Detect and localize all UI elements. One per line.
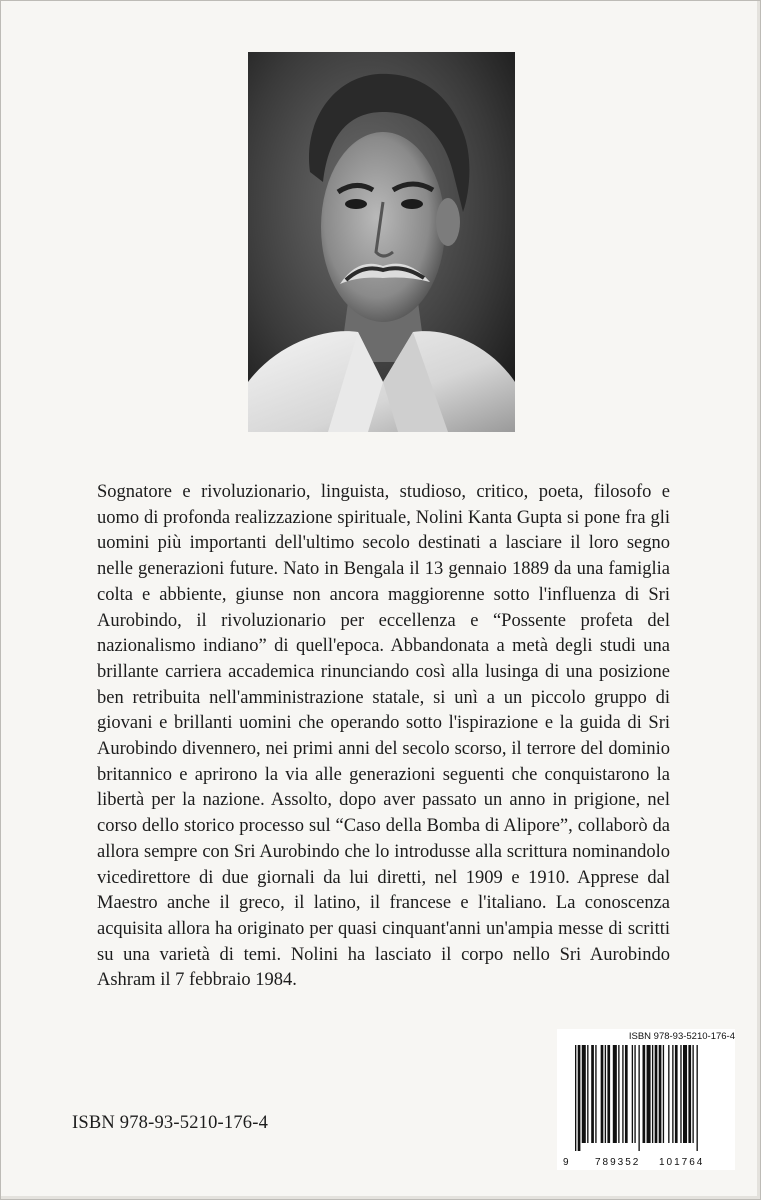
barcode-bar xyxy=(680,1045,681,1143)
barcode-bar xyxy=(613,1045,617,1143)
barcode xyxy=(557,1029,735,1170)
barcode-bar xyxy=(587,1045,588,1143)
barcode-bar xyxy=(595,1045,596,1143)
barcode-bar xyxy=(605,1045,606,1143)
barcode-digits-left: 789352 xyxy=(595,1157,641,1168)
barcode-isbn-label: ISBN 978-93-5210-176-4 xyxy=(628,1031,735,1042)
barcode-bar xyxy=(647,1045,651,1143)
barcode-bar xyxy=(575,1045,576,1151)
barcode-bar xyxy=(591,1045,594,1143)
barcode-bar xyxy=(697,1045,698,1151)
barcode-bar xyxy=(675,1045,678,1143)
barcode-bars xyxy=(557,1043,735,1170)
barcode-bar xyxy=(652,1045,653,1143)
barcode-bar xyxy=(688,1045,691,1143)
barcode-bar xyxy=(668,1045,669,1143)
isbn-footer: ISBN 978-93-5210-176-4 xyxy=(72,1113,269,1133)
barcode-bar xyxy=(632,1045,633,1143)
barcode-bar xyxy=(659,1045,662,1143)
barcode-bar xyxy=(601,1045,604,1143)
barcode-bar xyxy=(582,1045,586,1143)
barcode-bar xyxy=(663,1045,664,1143)
barcode-bar xyxy=(655,1045,658,1143)
barcode-bar xyxy=(638,1045,639,1151)
barcode-bar xyxy=(578,1045,581,1151)
barcode-bar xyxy=(672,1045,673,1143)
barcode-bar xyxy=(622,1045,623,1143)
barcode-bar xyxy=(634,1045,635,1143)
portrait-photo xyxy=(248,52,515,432)
barcode-digits-right: 101764 xyxy=(659,1157,705,1168)
barcode-bar xyxy=(607,1045,610,1143)
portrait-image xyxy=(248,52,515,432)
barcode-digit-first: 9 xyxy=(563,1157,569,1168)
barcode-bar xyxy=(618,1045,619,1143)
biography-text: Sognatore e rivoluzionario, linguista, studioso, critico, poeta, filosofo e uomo di profonda realizzazione spirituale, Nolini Kanta Gupta si pone fra gli uomini più importanti dell'ultimo secolo destinati a lasciare il loro segno nelle generazioni future. Nato in Bengala il 13 gennaio 1889 da una famiglia colta e abbiente, giunse non ancora maggiorenne sotto l'influenza di Sri Aurobindo, il rivoluzionario per eccellenza e “Possente profeta del nazionalismo indiano” di quell'epoca. Abbandonata a metà degli studi una brillante carriera accademica rinunciando così alla lusinga di una posizione ben retribuita nell'amministrazione statale, si unì a un piccolo gruppo di giovani e brillanti uomini che operando sotto l'ispirazione e la guida di Sri Aurobindo divennero, nei primi anni del secolo scorso, il terrore del dominio britannico e aprirono la via alle generazioni seguenti che conquistarono la libertà per la nazione. Assolto, dopo aver passato un anno in prigione, nel corso dello storico processo sul “Caso della Bomba di Alipore”, collaborò da allora sempre con Sri Aurobindo che lo introdusse alla scrittura nominandolo vicedirettore di due giornali da lui diretti, nel 1909 e 1910. Apprese dal Maestro anche il greco, il latino, il francese e l'italiano. La conoscenza acquisita allora ha originato per quasi cinquant'anni un'ampia messe di scritti su una varietà di temi. Nolini ha lasciato il corpo nello Sri Aurobindo Ashram il 7 febbraio 1984. xyxy=(97,482,670,991)
barcode-bar xyxy=(643,1045,646,1143)
barcode-bar xyxy=(683,1045,687,1143)
barcode-bar xyxy=(625,1045,628,1143)
barcode-bar xyxy=(692,1045,693,1143)
